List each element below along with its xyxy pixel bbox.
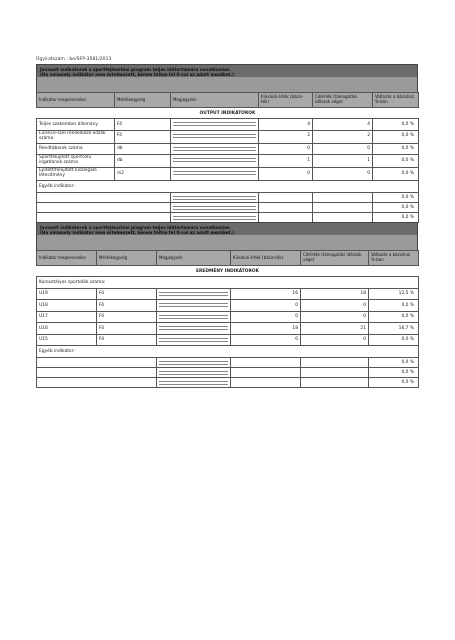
indicator-change: 0,0 %: [373, 155, 419, 168]
output-indicators-table: [36, 92, 419, 223]
indicator-unit: Fő: [97, 334, 157, 346]
indicator-note: [157, 334, 231, 346]
indicator-name: Teljes szakember állomány: [37, 119, 115, 131]
indicator-change: 0,0 %: [373, 119, 419, 131]
indicator-change: 0,0 %: [373, 143, 419, 155]
table-row: [37, 377, 419, 387]
indicator-name: U15: [37, 334, 97, 346]
indicator-target: 21: [301, 323, 369, 335]
other-indicator-label: Egyéb indikátor:: [37, 181, 419, 193]
table-row: [37, 202, 419, 212]
col-unit: Mértékegység: [97, 251, 157, 266]
subgroup-label: Korosztályos sportolók száma:: [37, 277, 419, 289]
indicator-unit: Fő: [97, 288, 157, 300]
indicator-note: [157, 323, 231, 335]
indicator-name: U18: [37, 300, 97, 312]
section-header-note: (Ha valamely indikátor nem értelmezett, kérem töltse fel 0-val az adott mezőket.): [40, 72, 234, 77]
indicator-note: [157, 288, 231, 300]
indicator-unit: Fő: [97, 300, 157, 312]
indicator-change: 12,5 %: [369, 288, 419, 300]
indicator-unit: Fő: [97, 311, 157, 323]
result-indicators-section: [36, 222, 418, 388]
indicator-unit: db: [115, 155, 171, 168]
table-row: [37, 192, 419, 202]
indicator-target: 0: [301, 334, 369, 346]
section-header-title: Javasolt indikátorok a sportfejlesztési program teljes időtartamára vonatkozóan: [40, 67, 230, 72]
indicator-unit: Fő: [115, 119, 171, 131]
col-note: Megjegyzés: [171, 93, 259, 108]
group-title: EREDMÉNY INDIKÁTOROK: [37, 266, 419, 277]
col-unit: Mértékegység: [115, 93, 171, 108]
indicator-target: 0: [313, 168, 373, 181]
indicator-target: 2: [313, 130, 373, 143]
indicator-unit: Fő: [115, 130, 171, 143]
indicator-base: 4: [259, 119, 313, 131]
indicator-change: 0,0 %: [369, 357, 419, 367]
table-row: [37, 119, 419, 131]
indicator-change: 0,0 %: [373, 168, 419, 181]
output-indicators-section: [36, 64, 418, 223]
table-row: [37, 288, 419, 300]
indicator-note: [157, 300, 231, 312]
col-indicator-name: Indikátor megnevezése: [37, 93, 115, 108]
indicator-note: [157, 311, 231, 323]
indicator-note: [171, 119, 259, 131]
document-reference-number: Ügyiratszám : be/SFP-3581/2013: [36, 57, 112, 62]
column-header-row: [37, 251, 419, 266]
col-indicator-name: Indikátor megnevezése: [37, 251, 97, 266]
indicator-name: U16: [37, 323, 97, 335]
indicator-change: 16,7 %: [369, 323, 419, 335]
table-row: [37, 212, 419, 222]
indicator-target: 0: [313, 143, 373, 155]
table-row: [37, 311, 419, 323]
table-row: [37, 357, 419, 367]
indicator-base: 0: [259, 143, 313, 155]
indicator-change: 0,0 %: [369, 334, 419, 346]
indicator-base: 0: [231, 334, 301, 346]
indicator-change: 0,0 %: [373, 130, 419, 143]
indicator-name: Rendtáborok száma: [37, 143, 115, 155]
indicator-target: 0: [301, 300, 369, 312]
indicator-base: 0: [231, 300, 301, 312]
indicator-note: [171, 155, 259, 168]
column-header-row: [37, 93, 419, 108]
group-title: OUTPUT INDIKÁTOROK: [37, 108, 419, 119]
indicator-target: 1: [313, 155, 373, 168]
col-base-value: Kiinduló érték (bázis-ték): [259, 93, 313, 108]
indicator-unit: m2: [115, 168, 171, 181]
table-row: [37, 155, 419, 168]
col-note: Megjegyzés: [157, 251, 231, 266]
result-indicators-table: [36, 250, 419, 388]
table-row: [37, 334, 419, 346]
indicator-target: 4: [313, 119, 373, 131]
indicator-name: Sportfelújított sportcélú ingatlanok száma: [37, 155, 115, 168]
indicator-change: 0,0 %: [369, 367, 419, 377]
indicator-base: 0: [259, 168, 313, 181]
indicator-name: U17: [37, 311, 97, 323]
indicator-change: 0,0 %: [369, 300, 419, 312]
indicator-base: 18: [231, 323, 301, 335]
indicator-name: U19: [37, 288, 97, 300]
col-change-pct: Változás a bázishoz %-ban: [369, 251, 419, 266]
indicator-target: 18: [301, 288, 369, 300]
indicator-name: Épített/felújított kiszolgáló létesítmény: [37, 168, 115, 181]
table-row: [37, 323, 419, 335]
indicator-base: 0: [231, 311, 301, 323]
indicator-change: 0,0 %: [373, 202, 419, 212]
col-change-pct: Változás a bázishoz %-ban: [373, 93, 419, 108]
indicator-change: 0,0 %: [369, 311, 419, 323]
section-header: [36, 222, 418, 250]
table-row: [37, 300, 419, 312]
col-base-value: Kiinduló érték (bázis-ték): [231, 251, 301, 266]
indicator-change: 0,0 %: [373, 192, 419, 202]
indicator-target: 0: [301, 311, 369, 323]
table-row: [37, 367, 419, 377]
indicator-base: 16: [231, 288, 301, 300]
indicator-note: [171, 168, 259, 181]
table-row: [37, 168, 419, 181]
indicator-change: 0,0 %: [373, 212, 419, 222]
indicator-name: Licence-szel rendelkező edzők száma: [37, 130, 115, 143]
section-header-title: Javasolt indikátorok a sportfejlesztési program teljes időtartamára vonatkozóan: [40, 225, 230, 230]
indicator-base: 2: [259, 130, 313, 143]
section-header: [36, 64, 418, 92]
col-target-value: Célérték (támogatási időszak vége): [313, 93, 373, 108]
indicator-unit: db: [115, 143, 171, 155]
other-indicator-label: Egyéb indikátor:: [37, 346, 419, 358]
table-row: [37, 143, 419, 155]
col-target-value: Célérték (támogatási időszak vége): [301, 251, 369, 266]
indicator-note: [171, 130, 259, 143]
indicator-change: 0,0 %: [369, 377, 419, 387]
indicator-unit: Fő: [97, 323, 157, 335]
table-row: [37, 130, 419, 143]
indicator-note: [171, 143, 259, 155]
indicator-base: 1: [259, 155, 313, 168]
section-header-note: (Ha valamely indikátor nem értelmezett, kérem töltse fel 0-val az adott mezőket.): [40, 230, 234, 235]
